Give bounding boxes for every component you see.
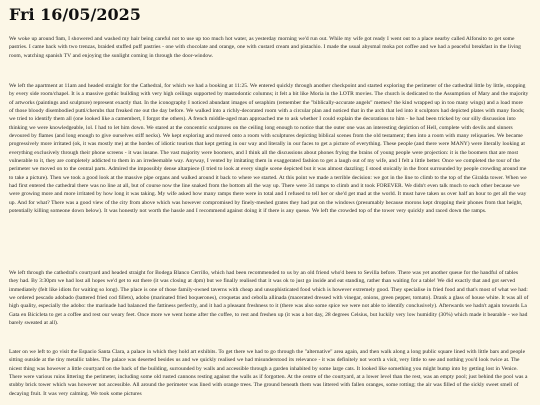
paragraph-breakfast: We woke up around 9am, I showered and washed my hair being careful not to use up too much hot water, as yesterday morning we'd run out. While my wife got ready I went out to a place nearby called Alfonsito to get some pastries. I came back with two trenzas, braided stuffed puff pastries - one with chocolate and orange, one with custard cream and pistachio. I made the usual abysmal moka pot coffee and we had a peaceful breakfast in the living room, watching spanish TV and enjoying the sunlight coming in through the door-window. [9, 36, 521, 59]
paragraph-espacio-santa-clara: Later on we left to go visit the Espacio Santa Clara, a palace in which they hold art exhibits. To get there we had to go through the "alternative" area again, and then walk along a long public square lined with little bars and people sitting outside at the tiny metallic tables. The palace was deserted besides us and we quickly realised we had misunderstood its relevance - it was definitely not worth a visit, very little to see and nothing you'd look twice at. The nicest thing was however a little courtyard on the back of the building, surrounded by walls and accessible through a garden inhabited by some large cats. It looked like something you might bump into by getting lost in Venice. There were various ruins littering the perimeter, including some old rusted cannons resting against the walls as if forgotten. At the centre of the courtyard, at a lower level than the rest, was an empty pool; just behind the pool was a stubby brick tower which was however not accessible. All around the perimeter was lined with orange trees. The ground beneath them was littered with fallen oranges, some rotting; the air was filled of the sickly sweet smell of decaying fruit. It was very calming. We took some pictures [9, 349, 528, 397]
paragraph-cathedral: We left the apartment at 11am and headed straight for the Cathedral, for which we had a booking at 11:25. We entered quickly through another checkpoint and started exploring the perimeter of the cathedral little by little, stopping by every side room/chapel. It is a massive gothic building with very high ceilings supported by mastodontic columns; it felt a bit like Moria in the LOTR movies. The church is dedicated to the Assumption of Mary and the majority of artworks (paintings and sculpture) represent exactly that. In the iconography I noticed abundant images of seraphim (remember the "biblically-accurate angels" memes? the kind wrapped up in too many wings) and a load more of those bloody disembodied putti/cherubs that freaked me out the day before. We walked into a richly-decorated room with a circular plan and noticed that in the arch that led into it sculptors had depicted plates with many foods; we tried to identify them all (one looked like a camembert, I forgot the others). A french middle-aged man approached me to ask whether I could explain the decorations to him - he had been tricked by our silly discussion into thinking we were knowledgeable, lol. I had to let him down. We stared at the concentric sculptures on the ceiling long enough to notice that the outer one was an interesting depiction of Hell, complete with devils and sinners devoured by flames (and long enough to give ourselves stiff necks). We kept exploring and moved onto a room with sculptures depicting biblical scenes from the old testament; then into a room with many reliquaries. We became progressively more irritated (ok, it was mostly me) at the hordes of idiotic tourists that kept getting in our way and literally in our faces to get a picture of everything. These people (and there were MANY) were literally looking at everything exclusively through their phone screens - it was insane. The vast majority were boomers, and I think all the discussions about phones frying the brains of young people were projection: it is the boomers that are most vulnerable to it, they are completely addicted to them in an irredeemable way. Anyway, I vented by imitating them in exaggerated fashion to get a laugh out of my wife, and I felt a little better. Once we completed the tour of the perimeter we moved on to the central parts. Admired the impossibly dense altarpiece (I tried to look at every single scene depicted but it was almost dazzling; I stood stoically in the front surrounded by people crowding around me to take a picture). Then we took a good look at the massive pipe organs and walked around it back to where we started. At this point we made a terrible decision: we got in the line to climb to the top of the Giralda tower. When we had first entered the cathedral there was no line at all, but of course now the line snaked from the bottom all the way up. There were 34 ramps to climb and it took FOREVER. We didn't even talk much to each other because we were growing more and more irritated by how long it was taking. My wife asked how many ramps there were in total and I refused to tell her or she'd get mad at the world. It must have taken us over half an hour to get all the way up. And for what? There was a good view of the city from above which was however compromised by finely-meshed grates they had put on the windows (presumably because morons kept dropping their phones from that height, potentially killing someone down below). It was honestly not worth the hassle and I recommend against doing it if there is any queue. We left the crowded top of the tower very quickly and raced down the ramps. [9, 83, 529, 215]
page-title: Fri 16/05/2025 [9, 5, 141, 24]
paragraph-bodega-lunch: We left through the cathedral's courtyard and headed straight for Bodega Blanco Cerrillo, which had been recommended to us by an old friend who'd been to Sevilla before. There was yet another queue for the handful of tables they had. By 3:30pm we had lost all hopes we'd get to eat there (it was closing at 4pm) but we finally realised that it was ok to just go inside and eat standing, rather than waiting for a table! We did exactly that and got served immediately (felt like idiots for waiting so long). The place is one of those family-owned taverns with cheap and unsophisticated food which is however extremely good. They specialise in fried food and that's most of what we had: we ordered pescado adobado (battered fried cod fillets), adobo (marinated fried boquerones), croquetas and cebolla allinada (macerated dressed with vinegar, onions, green pepper, tomato). Drank a glass of house white. It was all of high quality, especially the adobo: the marinade had balanced the fattiness perfectly, and it had a pleasant freshness to it (there was also some spice we were not able to identify conclusively). Afterwards we hadn't again towards La Gata en Bicicleta to get a coffee and rest our weary feet. Once more we went home after the coffee, to rest and freshen up (it was a hot day, 28 degrees Celsius, but luckily very low humidity (30%) which made it bearable - we had barely sweated at all). [9, 270, 529, 327]
